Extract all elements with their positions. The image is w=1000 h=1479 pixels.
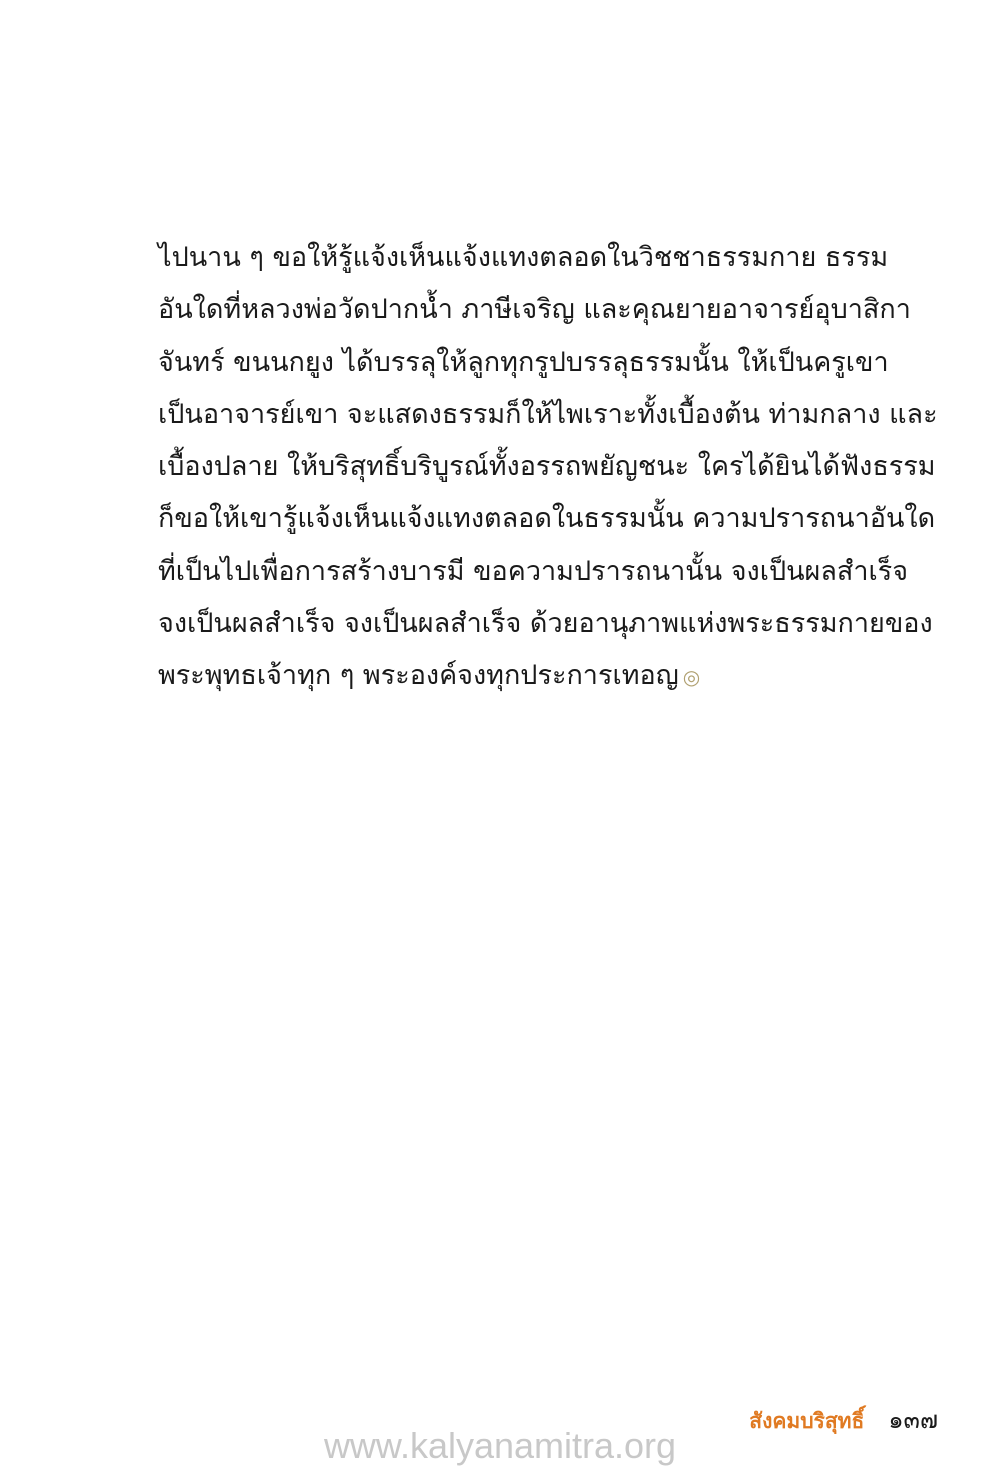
body-line-9	[158, 650, 858, 702]
body-line-2: อันใดที่หลวงพ่อวัดปากน้ำ ภาษีเจริญ และคุณยายอาจารย์อุบาสิกา	[158, 294, 911, 326]
end-mark-icon: ◎	[682, 665, 701, 690]
body-line-9-text: พระพุทธเจ้าทุก ๆ พระองค์จงทุกประการเทอญ	[158, 660, 679, 692]
page-body-text	[158, 232, 938, 703]
body-line-6: ก็ขอให้เขารู้แจ้งเห็นแจ้งแทงตลอดในธรรมนั้น ความปรารถนาอันใด	[158, 503, 936, 535]
body-line-1: ไปนาน ๆ ขอให้รู้แจ้งเห็นแจ้งแทงตลอดในวิชชาธรรมกาย ธรรม	[158, 242, 889, 273]
body-line-7: ที่เป็นไปเพื่อการสร้างบารมี ขอความปรารถนานั้น จงเป็นผลสำเร็จ	[158, 555, 909, 587]
page-number: ๑๓๗	[888, 1406, 938, 1434]
body-line-3: จันทร์ ขนนกยูง ได้บรรลุให้ลูกทุกรูปบรรลุธรรมนั้น ให้เป็นครูเขา	[158, 346, 889, 378]
body-line-8: จงเป็นผลสำเร็จ จงเป็นผลสำเร็จ ด้วยอานุภาพแห่งพระธรรมกายของ	[158, 608, 933, 640]
watermark-url: www.kalyanamitra.org	[323, 1425, 677, 1466]
body-line-5: เบื้องปลาย ให้บริสุทธิ์บริบูรณ์ทั้งอรรถพยัญชนะ ใครได้ยินได้ฟังธรรม	[158, 451, 936, 483]
body-line-4: เป็นอาจารย์เขา จะแสดงธรรมก็ให้ไพเราะทั้งเบื้องต้น ท่ามกลาง และ	[158, 398, 938, 430]
footer-book-title: สังคมบริสุทธิ์	[749, 1409, 865, 1433]
